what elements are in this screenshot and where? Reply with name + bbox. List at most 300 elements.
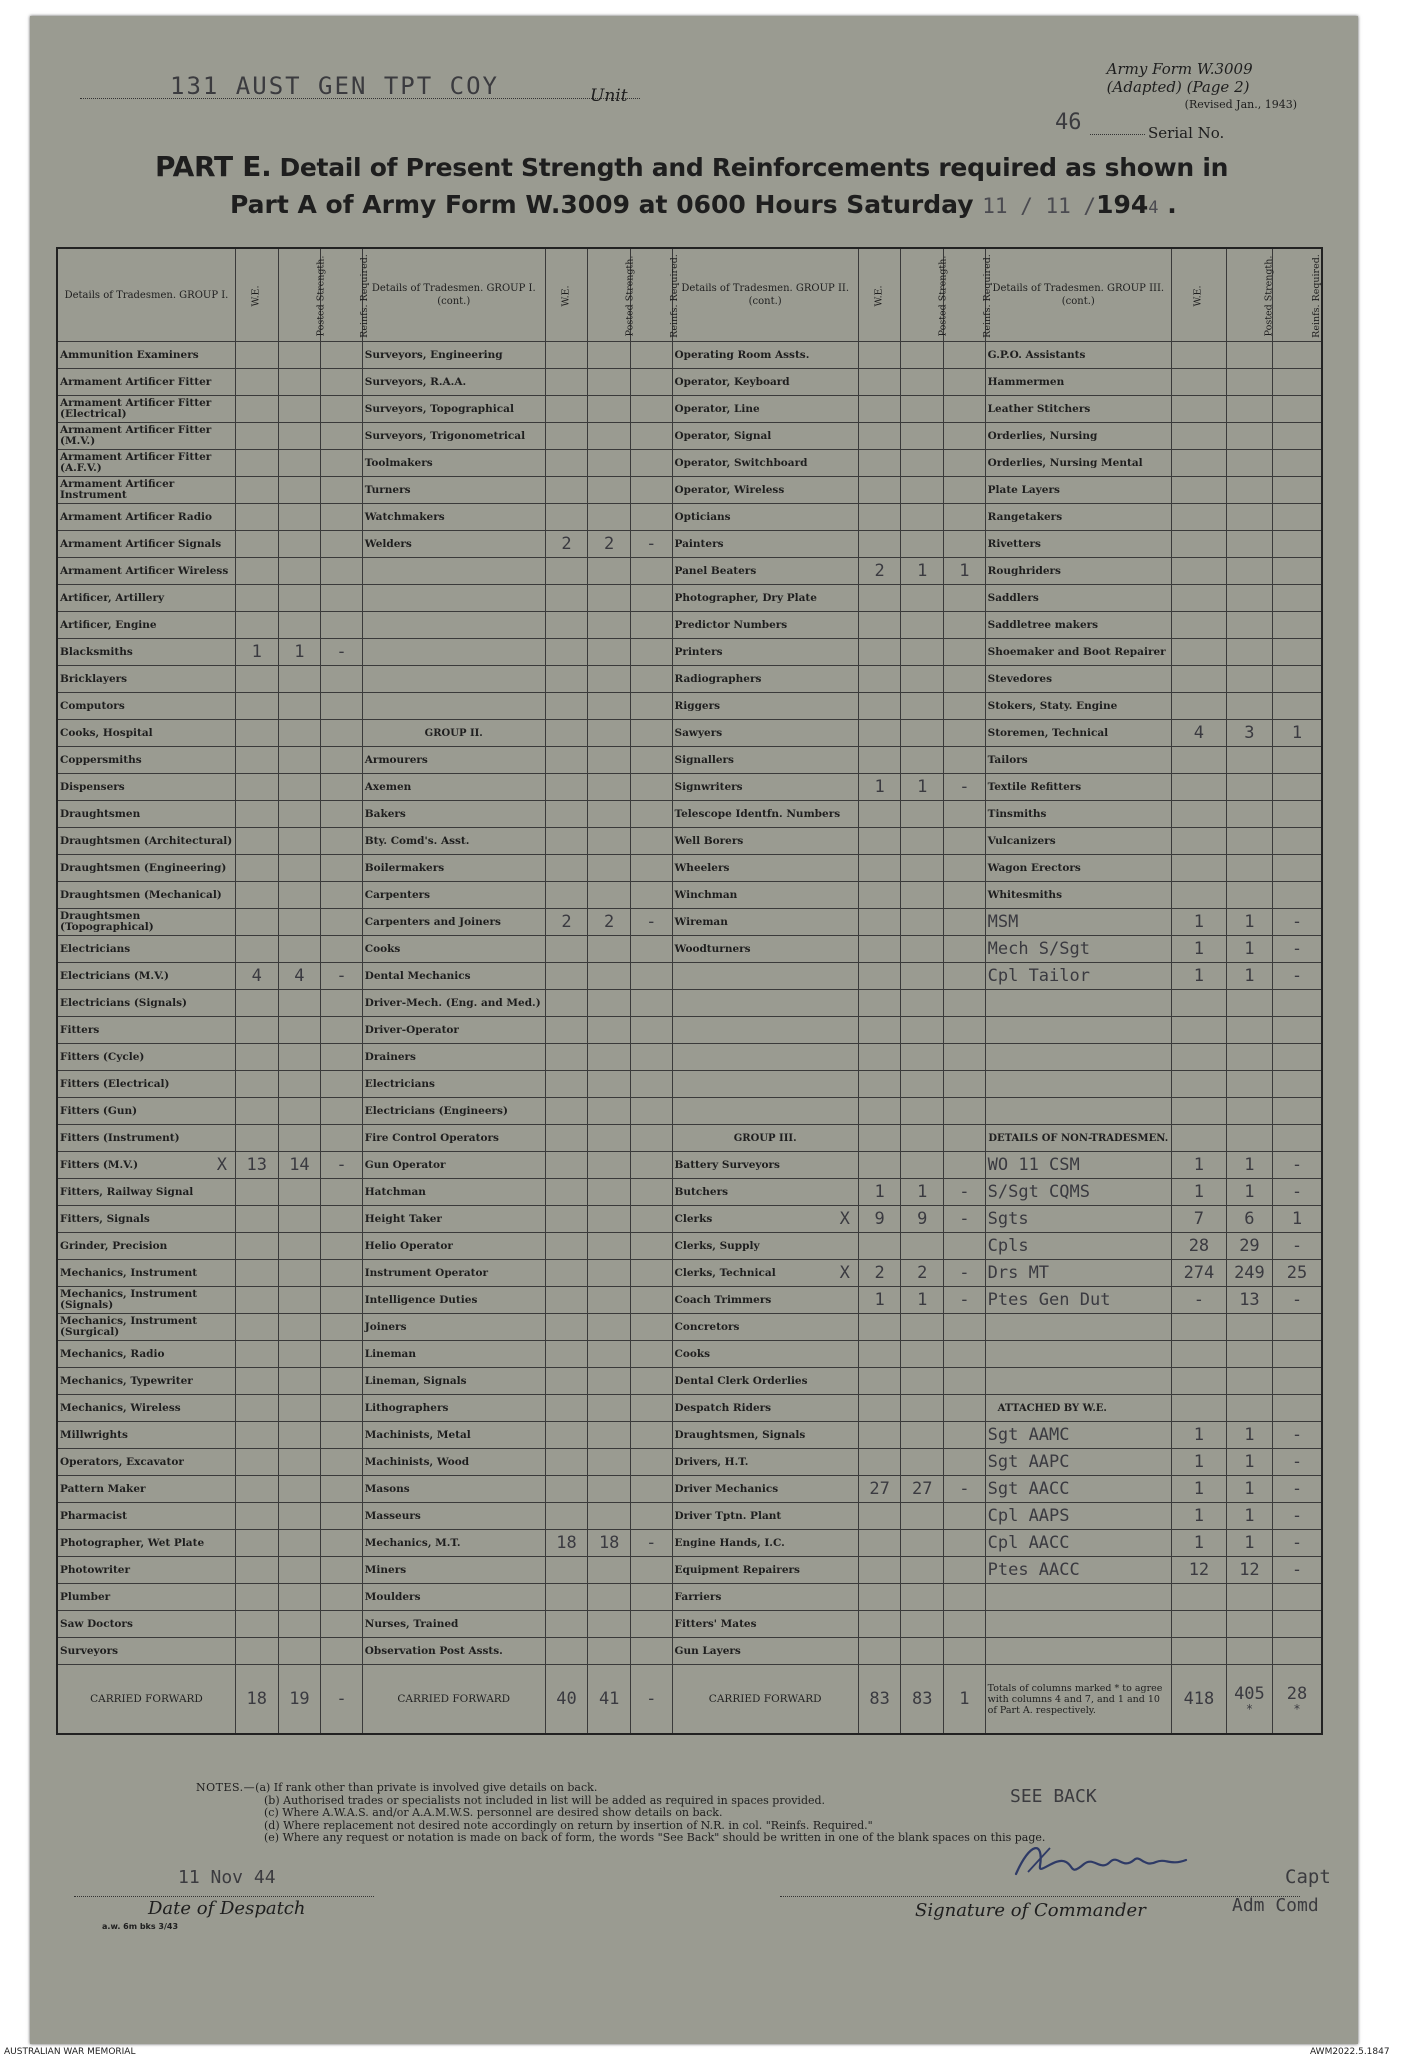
we-cell[interactable]: [1171, 1098, 1226, 1125]
we-cell[interactable]: [235, 990, 278, 1017]
posted-cell[interactable]: [588, 1179, 631, 1206]
reinfs-cell[interactable]: [944, 1611, 986, 1638]
we-cell[interactable]: [545, 396, 588, 423]
we-cell[interactable]: [545, 1233, 588, 1260]
reinfs-cell[interactable]: [1272, 1017, 1322, 1044]
posted-cell[interactable]: [588, 720, 631, 747]
posted-cell[interactable]: [1226, 693, 1272, 720]
we-cell[interactable]: [235, 1638, 278, 1665]
posted-cell[interactable]: [1226, 855, 1272, 882]
we-cell[interactable]: [235, 1395, 278, 1422]
we-cell[interactable]: [545, 1044, 588, 1071]
reinfs-cell[interactable]: [631, 585, 673, 612]
posted-cell[interactable]: [901, 423, 944, 450]
we-cell[interactable]: [858, 504, 901, 531]
reinfs-cell[interactable]: [1272, 585, 1322, 612]
reinfs-cell[interactable]: [631, 423, 673, 450]
reinfs-cell[interactable]: [631, 1638, 673, 1665]
posted-cell[interactable]: [901, 450, 944, 477]
posted-cell[interactable]: [901, 1071, 944, 1098]
posted-cell[interactable]: [278, 990, 321, 1017]
reinfs-cell[interactable]: [321, 693, 363, 720]
reinfs-cell[interactable]: [1272, 423, 1322, 450]
reinfs-cell[interactable]: [1272, 855, 1322, 882]
we-cell[interactable]: [858, 477, 901, 504]
posted-cell[interactable]: [901, 1044, 944, 1071]
posted-cell[interactable]: [901, 882, 944, 909]
reinfs-cell[interactable]: [944, 1530, 986, 1557]
reinfs-cell[interactable]: 1: [1272, 720, 1322, 747]
reinfs-cell[interactable]: [944, 477, 986, 504]
reinfs-cell[interactable]: [631, 1125, 673, 1152]
we-cell[interactable]: [235, 720, 278, 747]
reinfs-cell[interactable]: [631, 1611, 673, 1638]
posted-cell[interactable]: 1: [901, 558, 944, 585]
we-cell[interactable]: [858, 1233, 901, 1260]
posted-cell[interactable]: 4: [278, 963, 321, 990]
we-cell[interactable]: [235, 1341, 278, 1368]
reinfs-cell[interactable]: [321, 936, 363, 963]
posted-cell[interactable]: [278, 531, 321, 558]
posted-cell[interactable]: 2: [588, 909, 631, 936]
reinfs-cell[interactable]: [1272, 1611, 1322, 1638]
we-cell[interactable]: [235, 1584, 278, 1611]
reinfs-cell[interactable]: [1272, 477, 1322, 504]
posted-cell[interactable]: [278, 1044, 321, 1071]
posted-cell[interactable]: [278, 1368, 321, 1395]
reinfs-cell[interactable]: [631, 450, 673, 477]
we-cell[interactable]: [858, 1125, 901, 1152]
we-cell[interactable]: [235, 1044, 278, 1071]
we-cell[interactable]: [545, 720, 588, 747]
we-cell[interactable]: [545, 450, 588, 477]
we-cell[interactable]: [858, 909, 901, 936]
posted-cell[interactable]: [278, 1071, 321, 1098]
posted-cell[interactable]: [278, 1476, 321, 1503]
posted-cell[interactable]: [278, 585, 321, 612]
posted-cell[interactable]: [901, 666, 944, 693]
we-cell[interactable]: 7: [1171, 1206, 1226, 1233]
reinfs-cell[interactable]: [944, 909, 986, 936]
posted-cell[interactable]: [901, 828, 944, 855]
posted-cell[interactable]: [588, 1071, 631, 1098]
reinfs-cell[interactable]: [321, 1530, 363, 1557]
posted-cell[interactable]: [1226, 1098, 1272, 1125]
reinfs-cell[interactable]: -: [1272, 1503, 1322, 1530]
posted-cell[interactable]: 1: [1226, 1152, 1272, 1179]
posted-cell[interactable]: [1226, 585, 1272, 612]
posted-cell[interactable]: [1226, 1071, 1272, 1098]
reinfs-cell[interactable]: [321, 1611, 363, 1638]
reinfs-cell[interactable]: [321, 1071, 363, 1098]
posted-cell[interactable]: [901, 720, 944, 747]
reinfs-cell[interactable]: -: [1272, 963, 1322, 990]
reinfs-cell[interactable]: [631, 1341, 673, 1368]
posted-cell[interactable]: [1226, 504, 1272, 531]
we-cell[interactable]: [858, 531, 901, 558]
we-cell[interactable]: [235, 1206, 278, 1233]
reinfs-cell[interactable]: -: [944, 1287, 986, 1314]
posted-cell[interactable]: [901, 1368, 944, 1395]
reinfs-cell[interactable]: [1272, 450, 1322, 477]
posted-cell[interactable]: [901, 801, 944, 828]
posted-cell[interactable]: [278, 828, 321, 855]
we-cell[interactable]: [235, 1476, 278, 1503]
posted-cell[interactable]: [1226, 747, 1272, 774]
reinfs-cell[interactable]: [944, 1071, 986, 1098]
we-cell[interactable]: [545, 882, 588, 909]
posted-cell[interactable]: [1226, 423, 1272, 450]
posted-cell[interactable]: [901, 342, 944, 369]
we-cell[interactable]: -: [1171, 1287, 1226, 1314]
we-cell[interactable]: 1: [1171, 1503, 1226, 1530]
posted-cell[interactable]: [1226, 1125, 1272, 1152]
we-cell[interactable]: [235, 612, 278, 639]
posted-cell[interactable]: [901, 909, 944, 936]
reinfs-cell[interactable]: [631, 1368, 673, 1395]
we-cell[interactable]: [545, 1206, 588, 1233]
we-cell[interactable]: [545, 1098, 588, 1125]
we-cell[interactable]: [235, 558, 278, 585]
we-cell[interactable]: [858, 1314, 901, 1341]
reinfs-cell[interactable]: 1: [944, 558, 986, 585]
posted-cell[interactable]: [588, 1314, 631, 1341]
we-cell[interactable]: [1171, 612, 1226, 639]
reinfs-cell[interactable]: [321, 1179, 363, 1206]
posted-cell[interactable]: [901, 1341, 944, 1368]
we-cell[interactable]: [545, 774, 588, 801]
reinfs-cell[interactable]: -: [1272, 1179, 1322, 1206]
we-cell[interactable]: [235, 909, 278, 936]
reinfs-cell[interactable]: [321, 342, 363, 369]
posted-cell[interactable]: [278, 369, 321, 396]
we-cell[interactable]: [1171, 558, 1226, 585]
reinfs-cell[interactable]: [1272, 801, 1322, 828]
we-cell[interactable]: [1171, 342, 1226, 369]
we-cell[interactable]: [545, 855, 588, 882]
we-cell[interactable]: 4: [235, 963, 278, 990]
reinfs-cell[interactable]: [631, 369, 673, 396]
reinfs-cell[interactable]: [1272, 666, 1322, 693]
we-cell[interactable]: [1171, 1368, 1226, 1395]
we-cell[interactable]: 27: [858, 1476, 901, 1503]
reinfs-cell[interactable]: -: [1272, 909, 1322, 936]
we-cell[interactable]: [1171, 369, 1226, 396]
we-cell[interactable]: [858, 882, 901, 909]
posted-cell[interactable]: [278, 1260, 321, 1287]
reinfs-cell[interactable]: -: [321, 639, 363, 666]
we-cell[interactable]: [858, 450, 901, 477]
we-cell[interactable]: [235, 1449, 278, 1476]
reinfs-cell[interactable]: [944, 693, 986, 720]
reinfs-cell[interactable]: [631, 342, 673, 369]
reinfs-cell[interactable]: [631, 1152, 673, 1179]
reinfs-cell[interactable]: [1272, 1395, 1322, 1422]
posted-cell[interactable]: [588, 1395, 631, 1422]
posted-cell[interactable]: [588, 963, 631, 990]
reinfs-cell[interactable]: [944, 342, 986, 369]
reinfs-cell[interactable]: [321, 396, 363, 423]
posted-cell[interactable]: [1226, 558, 1272, 585]
posted-cell[interactable]: [901, 1233, 944, 1260]
posted-cell[interactable]: 1: [1226, 1503, 1272, 1530]
posted-cell[interactable]: [1226, 801, 1272, 828]
posted-cell[interactable]: [278, 936, 321, 963]
we-cell[interactable]: [1171, 774, 1226, 801]
we-cell[interactable]: [235, 747, 278, 774]
posted-cell[interactable]: 9: [901, 1206, 944, 1233]
reinfs-cell[interactable]: [631, 1179, 673, 1206]
posted-cell[interactable]: [588, 1476, 631, 1503]
we-cell[interactable]: [545, 1314, 588, 1341]
we-cell[interactable]: 274: [1171, 1260, 1226, 1287]
posted-cell[interactable]: [278, 1557, 321, 1584]
we-cell[interactable]: [545, 585, 588, 612]
posted-cell[interactable]: [901, 855, 944, 882]
we-cell[interactable]: [858, 612, 901, 639]
reinfs-cell[interactable]: [944, 396, 986, 423]
posted-cell[interactable]: [901, 585, 944, 612]
reinfs-cell[interactable]: [321, 855, 363, 882]
posted-cell[interactable]: 1: [1226, 1449, 1272, 1476]
reinfs-cell[interactable]: -: [944, 1476, 986, 1503]
we-cell[interactable]: [858, 936, 901, 963]
reinfs-cell[interactable]: [631, 666, 673, 693]
reinfs-cell[interactable]: [944, 1503, 986, 1530]
we-cell[interactable]: [858, 1530, 901, 1557]
posted-cell[interactable]: [278, 1017, 321, 1044]
posted-cell[interactable]: [1226, 1368, 1272, 1395]
reinfs-cell[interactable]: [631, 612, 673, 639]
we-cell[interactable]: [858, 963, 901, 990]
reinfs-cell[interactable]: [1272, 531, 1322, 558]
reinfs-cell[interactable]: -: [1272, 1449, 1322, 1476]
reinfs-cell[interactable]: [321, 477, 363, 504]
we-cell[interactable]: [545, 1152, 588, 1179]
reinfs-cell[interactable]: [631, 1314, 673, 1341]
we-cell[interactable]: [858, 342, 901, 369]
we-cell[interactable]: [1171, 531, 1226, 558]
posted-cell[interactable]: [901, 1503, 944, 1530]
reinfs-cell[interactable]: [321, 720, 363, 747]
reinfs-cell[interactable]: [631, 1449, 673, 1476]
reinfs-cell[interactable]: -: [631, 1530, 673, 1557]
posted-cell[interactable]: 1: [1226, 909, 1272, 936]
posted-cell[interactable]: [588, 1503, 631, 1530]
reinfs-cell[interactable]: [321, 531, 363, 558]
posted-cell[interactable]: 14: [278, 1152, 321, 1179]
we-cell[interactable]: [235, 1422, 278, 1449]
we-cell[interactable]: [235, 369, 278, 396]
we-cell[interactable]: [1171, 585, 1226, 612]
posted-cell[interactable]: [588, 504, 631, 531]
reinfs-cell[interactable]: [631, 1071, 673, 1098]
posted-cell[interactable]: [901, 639, 944, 666]
reinfs-cell[interactable]: [631, 1395, 673, 1422]
we-cell[interactable]: [545, 342, 588, 369]
reinfs-cell[interactable]: [1272, 882, 1322, 909]
reinfs-cell[interactable]: [944, 1557, 986, 1584]
reinfs-cell[interactable]: [1272, 1341, 1322, 1368]
reinfs-cell[interactable]: [1272, 558, 1322, 585]
reinfs-cell[interactable]: [631, 1503, 673, 1530]
we-cell[interactable]: [858, 1503, 901, 1530]
we-cell[interactable]: [858, 1638, 901, 1665]
we-cell[interactable]: [235, 774, 278, 801]
we-cell[interactable]: [545, 1476, 588, 1503]
reinfs-cell[interactable]: [944, 1314, 986, 1341]
posted-cell[interactable]: [901, 693, 944, 720]
we-cell[interactable]: [235, 666, 278, 693]
posted-cell[interactable]: [278, 1125, 321, 1152]
reinfs-cell[interactable]: [321, 1449, 363, 1476]
posted-cell[interactable]: 27: [901, 1476, 944, 1503]
posted-cell[interactable]: [278, 1179, 321, 1206]
posted-cell[interactable]: [1226, 666, 1272, 693]
we-cell[interactable]: [235, 531, 278, 558]
we-cell[interactable]: [858, 747, 901, 774]
we-cell[interactable]: [235, 1287, 278, 1314]
posted-cell[interactable]: [588, 1017, 631, 1044]
posted-cell[interactable]: 1: [278, 639, 321, 666]
we-cell[interactable]: 1: [1171, 1152, 1226, 1179]
posted-cell[interactable]: [901, 612, 944, 639]
posted-cell[interactable]: [588, 693, 631, 720]
reinfs-cell[interactable]: -: [1272, 1530, 1322, 1557]
reinfs-cell[interactable]: [631, 1260, 673, 1287]
reinfs-cell[interactable]: [631, 477, 673, 504]
we-cell[interactable]: [545, 1017, 588, 1044]
reinfs-cell[interactable]: [1272, 612, 1322, 639]
we-cell[interactable]: [545, 1584, 588, 1611]
posted-cell[interactable]: [278, 1206, 321, 1233]
reinfs-cell[interactable]: [321, 369, 363, 396]
reinfs-cell[interactable]: [1272, 1638, 1322, 1665]
reinfs-cell[interactable]: -: [631, 909, 673, 936]
we-cell[interactable]: [1171, 882, 1226, 909]
we-cell[interactable]: [545, 990, 588, 1017]
posted-cell[interactable]: [588, 423, 631, 450]
reinfs-cell[interactable]: [944, 1638, 986, 1665]
posted-cell[interactable]: [1226, 531, 1272, 558]
posted-cell[interactable]: [588, 1260, 631, 1287]
we-cell[interactable]: [235, 882, 278, 909]
we-cell[interactable]: [858, 1584, 901, 1611]
we-cell[interactable]: 28: [1171, 1233, 1226, 1260]
we-cell[interactable]: [1171, 396, 1226, 423]
we-cell[interactable]: [545, 369, 588, 396]
reinfs-cell[interactable]: [321, 612, 363, 639]
we-cell[interactable]: [1171, 855, 1226, 882]
posted-cell[interactable]: [278, 1314, 321, 1341]
reinfs-cell[interactable]: [944, 1044, 986, 1071]
reinfs-cell[interactable]: -: [944, 1260, 986, 1287]
reinfs-cell[interactable]: [321, 1125, 363, 1152]
we-cell[interactable]: [235, 342, 278, 369]
posted-cell[interactable]: [278, 342, 321, 369]
posted-cell[interactable]: [1226, 774, 1272, 801]
reinfs-cell[interactable]: [944, 882, 986, 909]
we-cell[interactable]: [858, 639, 901, 666]
reinfs-cell[interactable]: [321, 747, 363, 774]
reinfs-cell[interactable]: -: [631, 531, 673, 558]
reinfs-cell[interactable]: [1272, 504, 1322, 531]
reinfs-cell[interactable]: [321, 1557, 363, 1584]
posted-cell[interactable]: [588, 585, 631, 612]
reinfs-cell[interactable]: [944, 936, 986, 963]
posted-cell[interactable]: [278, 1638, 321, 1665]
reinfs-cell[interactable]: [631, 855, 673, 882]
we-cell[interactable]: 2: [858, 558, 901, 585]
posted-cell[interactable]: [278, 882, 321, 909]
posted-cell[interactable]: [1226, 1638, 1272, 1665]
reinfs-cell[interactable]: -: [1272, 1422, 1322, 1449]
posted-cell[interactable]: [588, 477, 631, 504]
we-cell[interactable]: [235, 585, 278, 612]
reinfs-cell[interactable]: [321, 504, 363, 531]
reinfs-cell[interactable]: [321, 1584, 363, 1611]
we-cell[interactable]: [545, 612, 588, 639]
we-cell[interactable]: [545, 747, 588, 774]
reinfs-cell[interactable]: [321, 774, 363, 801]
posted-cell[interactable]: 12: [1226, 1557, 1272, 1584]
reinfs-cell[interactable]: [944, 801, 986, 828]
reinfs-cell[interactable]: [321, 1044, 363, 1071]
we-cell[interactable]: 1: [235, 639, 278, 666]
posted-cell[interactable]: [588, 1287, 631, 1314]
we-cell[interactable]: [1171, 666, 1226, 693]
we-cell[interactable]: [235, 1611, 278, 1638]
we-cell[interactable]: [858, 666, 901, 693]
reinfs-cell[interactable]: [944, 1098, 986, 1125]
reinfs-cell[interactable]: [631, 639, 673, 666]
posted-cell[interactable]: [901, 747, 944, 774]
we-cell[interactable]: [858, 990, 901, 1017]
posted-cell[interactable]: [1226, 477, 1272, 504]
posted-cell[interactable]: [278, 666, 321, 693]
reinfs-cell[interactable]: [321, 666, 363, 693]
reinfs-cell[interactable]: [944, 585, 986, 612]
reinfs-cell[interactable]: [321, 1422, 363, 1449]
reinfs-cell[interactable]: [631, 693, 673, 720]
we-cell[interactable]: [235, 1503, 278, 1530]
we-cell[interactable]: [858, 1449, 901, 1476]
reinfs-cell[interactable]: [321, 882, 363, 909]
posted-cell[interactable]: [278, 774, 321, 801]
we-cell[interactable]: 1: [1171, 936, 1226, 963]
we-cell[interactable]: [545, 1341, 588, 1368]
reinfs-cell[interactable]: [944, 423, 986, 450]
reinfs-cell[interactable]: [1272, 396, 1322, 423]
reinfs-cell[interactable]: [944, 1125, 986, 1152]
we-cell[interactable]: [858, 720, 901, 747]
we-cell[interactable]: 9: [858, 1206, 901, 1233]
we-cell[interactable]: 1: [1171, 1530, 1226, 1557]
posted-cell[interactable]: [278, 1611, 321, 1638]
posted-cell[interactable]: [278, 396, 321, 423]
we-cell[interactable]: [1171, 1341, 1226, 1368]
reinfs-cell[interactable]: 1: [1272, 1206, 1322, 1233]
we-cell[interactable]: [545, 477, 588, 504]
posted-cell[interactable]: 6: [1226, 1206, 1272, 1233]
reinfs-cell[interactable]: [321, 828, 363, 855]
reinfs-cell[interactable]: -: [944, 1206, 986, 1233]
reinfs-cell[interactable]: [631, 1287, 673, 1314]
reinfs-cell[interactable]: -: [1272, 1152, 1322, 1179]
posted-cell[interactable]: [588, 1341, 631, 1368]
posted-cell[interactable]: [1226, 639, 1272, 666]
posted-cell[interactable]: [1226, 828, 1272, 855]
